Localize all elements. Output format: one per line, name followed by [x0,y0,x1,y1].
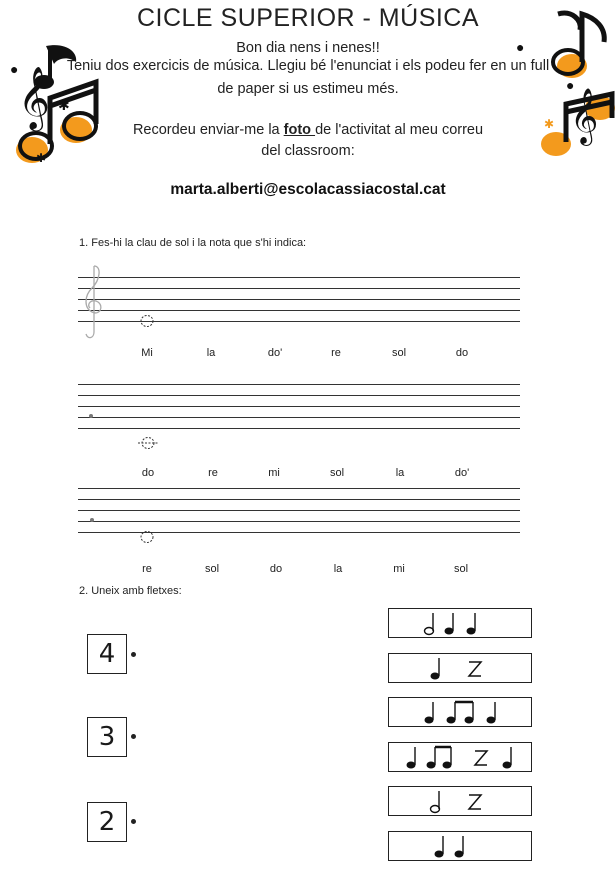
svg-text:●: ● [566,77,575,93]
rhythm-box-quarter-eighths-quarter[interactable] [388,697,532,727]
rhythm-notes-icon [389,743,531,771]
exercise-2-question: 2. Uneix amb fletxes: [79,585,182,597]
rhythm-box-half-quarter-quarter[interactable] [388,608,532,638]
reminder-text [60,120,556,141]
svg-text:●: ● [516,39,525,55]
reminder-text-after: de l'activitat al meu correu [315,122,484,138]
staff-line [78,521,520,522]
note-label: sol [391,347,407,359]
svg-text:𝄞: 𝄞 [18,66,50,129]
note-label: la [395,467,405,479]
time-signature-box-3: 3 [87,717,127,757]
staff-line [78,499,520,500]
rhythm-notes-icon [389,654,531,682]
svg-text:✱: ✱ [544,117,555,131]
staff-line [78,310,520,311]
svg-text:✱: ✱ [36,151,47,165]
svg-text:𝄞: 𝄞 [570,88,599,144]
rhythm-box-quarter-rest[interactable] [388,653,532,683]
note-label: mi [268,467,280,479]
staff-line [78,277,520,278]
intro-text-line: Teniu dos exercicis de música. Llegiu bé l'enunciat i els podeu fer en un full [66,58,550,74]
rhythm-notes-icon [389,832,531,860]
connector-dot[interactable] [131,819,136,824]
dotted-note-guide [139,313,155,329]
rhythm-box-quarter-quarter[interactable] [388,831,532,861]
time-signature-box-4: 4 [87,634,127,674]
greeting-text: Bon dia nens i nenes!! [236,40,380,56]
reminder-text-before: Recordeu enviar-me la [132,122,284,138]
note-label: sol [453,563,469,575]
note-label: re [208,467,218,479]
note-label: mi [393,563,405,575]
staff-line [78,428,520,429]
staff-line [78,299,520,300]
clef-mark [89,414,93,418]
note-label: do [455,347,469,359]
note-label: do' [454,467,470,479]
dotted-note-guide [139,529,155,545]
dotted-note-guide [138,435,158,451]
note-label: re [331,347,341,359]
note-label: la [206,347,216,359]
note-label: la [333,563,343,575]
staff-line [78,510,520,511]
staff-line [78,417,520,418]
clef-mark [90,518,94,522]
connector-dot[interactable] [131,652,136,657]
time-signature-box-2: 2 [87,802,127,842]
note-label: do [141,467,155,479]
svg-text:●: ● [10,61,19,77]
intro-text-line: de paper si us estimeu més. [217,81,399,97]
reminder-text-line: del classroom: [261,143,355,159]
note-label: sol [329,467,345,479]
rhythm-box-half-rest[interactable] [388,786,532,816]
contact-email: marta.alberti@escolacassiacostal.cat [170,181,446,198]
staff-line [78,395,520,396]
rhythm-notes-icon [389,609,531,637]
note-label: do' [267,347,283,359]
connector-dot[interactable] [131,734,136,739]
treble-clef-icon [80,262,106,342]
staff-line [78,488,520,489]
rhythm-box-mixed-rest[interactable] [388,742,532,772]
note-label: do [269,563,283,575]
rhythm-notes-icon [389,698,531,726]
exercise-1-question: 1. Fes-hi la clau de sol i la nota que s'hi indica: [79,237,307,249]
staff-line [78,288,520,289]
note-label: Mi [141,347,153,359]
rhythm-notes-icon [389,787,531,815]
svg-text:✱: ✱ [58,97,70,113]
page-title: CICLE SUPERIOR - MÚSICA [136,4,480,32]
staff-line [78,406,520,407]
staff-line [78,384,520,385]
foto-emphasis: foto [283,122,316,138]
note-label: sol [204,563,220,575]
note-label: re [142,563,152,575]
